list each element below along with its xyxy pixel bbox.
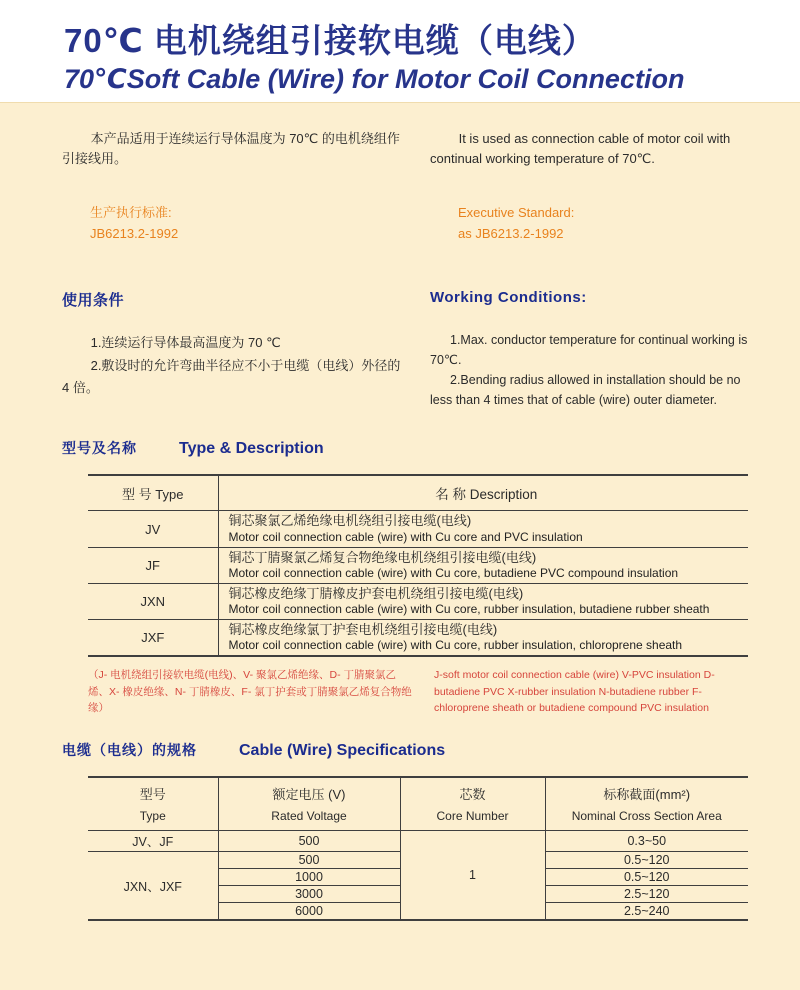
- type-description-table: [88, 474, 748, 658]
- footnote-section: [62, 667, 754, 716]
- description-zh: 铜芯橡皮绝缘丁腈橡皮护套电机绕组引接电缆(电线): [228, 585, 524, 601]
- spec-heading-en: Cable (Wire) Specifications: [239, 742, 446, 760]
- spec-heading-zh: 电缆（电线）的规格: [62, 742, 197, 759]
- description-zh: 铜芯聚氯乙烯绝缘电机绕组引接电缆(电线): [228, 513, 472, 529]
- description-cell: [218, 511, 748, 547]
- standard-block-zh: [62, 203, 402, 245]
- table-row: [88, 547, 748, 583]
- description-en: Motor coil connection cable (wire) with Cu core and PVC insulation: [228, 529, 583, 544]
- spec-header-cross-section: [545, 777, 748, 831]
- description-column-header: 名 称 Description: [218, 475, 748, 511]
- standard-block-en: [430, 203, 754, 245]
- content-area: [0, 102, 800, 990]
- condition-item: 1.Max. conductor temperature for continual working is 70℃.: [430, 332, 748, 367]
- cable-specifications-table: [88, 776, 748, 921]
- spec-header-voltage: [218, 777, 400, 831]
- standard-label-zh: 生产执行标准:: [90, 205, 172, 221]
- header-zh: 芯数: [459, 787, 486, 803]
- header-zh: 标称截面(mm²): [603, 787, 691, 803]
- description-en: Motor coil connection cable (wire) with Cu core, butadiene PVC compound insulation: [228, 565, 679, 580]
- working-conditions-items-en: [430, 330, 754, 410]
- description-zh: 铜芯橡皮绝缘氯丁护套电机绕组引接电缆(电线): [228, 622, 498, 638]
- header-en: Nominal Cross Section Area: [571, 809, 722, 824]
- description-cell: [218, 620, 748, 657]
- type-group-cell: JXN、JXF: [88, 852, 218, 921]
- type-cell: JXF: [88, 620, 218, 657]
- spec-header-type: [88, 777, 218, 831]
- cross-section-cell: 2.5~120: [545, 886, 748, 903]
- cross-section-cell: 0.5~120: [545, 869, 748, 886]
- condition-item: 2.敷设时的允许弯曲半径应不小于电缆（电线）外径的4 倍。: [62, 357, 401, 396]
- standard-value-zh: JB6213.2-1992: [90, 226, 179, 242]
- header-en: Core Number: [436, 809, 509, 824]
- condition-item: 1.连续运行导体最高温度为 70 ℃: [90, 334, 281, 350]
- working-conditions-heading-zh: 使用条件: [62, 291, 125, 309]
- working-conditions-items-zh: [62, 332, 402, 400]
- cross-section-cell: 0.3~50: [545, 831, 748, 852]
- working-conditions-zh: [62, 289, 402, 410]
- table-row: [88, 511, 748, 547]
- header-en: Type: [139, 809, 166, 824]
- working-conditions-en: [430, 289, 754, 410]
- table-row: [88, 620, 748, 657]
- table-header-row: [88, 475, 748, 511]
- condition-item: 2.Bending radius allowed in installation should be no less than 4 times that of cable (wire) outer diameter.: [430, 372, 741, 407]
- header-zh: 型号: [139, 787, 166, 803]
- spec-header-core-number: [400, 777, 545, 831]
- table-header-row: [88, 777, 748, 831]
- type-column-header: 型 号 Type: [88, 475, 218, 511]
- voltage-cell: 500: [218, 831, 400, 852]
- title-block: [0, 0, 800, 102]
- voltage-cell: 3000: [218, 886, 400, 903]
- footnote-en: J-soft motor coil connection cable (wire) V-PVC insulation D-butadiene PVC X-rubber insulation N-butadiene rubber F-chloroprene sheath or butadiene compound PVC insulation: [434, 669, 715, 714]
- cross-section-cell: 2.5~240: [545, 903, 748, 921]
- type-heading-zh: 型号及名称: [62, 439, 137, 456]
- standard-value-en: as JB6213.2-1992: [458, 226, 564, 242]
- type-cell: JXN: [88, 583, 218, 619]
- cross-section-cell: 0.5~120: [545, 852, 748, 869]
- type-cell: JF: [88, 547, 218, 583]
- page-title-en: 70℃Soft Cable (Wire) for Motor Coil Connection: [64, 64, 685, 95]
- description-cell: [218, 583, 748, 619]
- core-number-cell: 1: [400, 831, 545, 921]
- page-title-zh: 70℃ 电机绕组引接软电缆（电线）: [64, 22, 596, 59]
- intro-section: [62, 103, 754, 169]
- intro-paragraph-en: [430, 129, 754, 169]
- table-row: [88, 831, 748, 852]
- type-section-heading: [62, 438, 754, 458]
- description-zh: 铜芯丁腈聚氯乙烯复合物绝缘电机绕组引接电缆(电线): [228, 549, 537, 565]
- standard-section: [62, 203, 754, 245]
- type-cell: JV: [145, 521, 161, 537]
- voltage-cell: 500: [218, 852, 400, 869]
- table-row: [88, 583, 748, 619]
- standard-label-en: Executive Standard:: [458, 205, 575, 221]
- voltage-cell: 6000: [218, 903, 400, 921]
- intro-paragraph-zh: [62, 129, 402, 169]
- intro-text-en: It is used as connection cable of motor coil with continual working temperature of 70℃.: [430, 131, 731, 167]
- footnote-zh: （J- 电机绕组引接软电缆(电线)、V- 聚氯乙烯绝缘、D- 丁腈聚氯乙烯、X- 橡皮绝缘、N- 丁腈橡皮、F- 氯丁护套或丁腈聚氯乙烯复合物绝缘）: [88, 669, 412, 714]
- type-group-cell: JV、JF: [132, 835, 174, 850]
- type-heading-en: Type & Description: [179, 439, 324, 457]
- working-conditions-section: [62, 289, 754, 410]
- description-en: Motor coil connection cable (wire) with Cu core, rubber insulation, butadiene rubber sheath: [228, 602, 710, 617]
- header-zh: 额定电压 (V): [272, 787, 346, 803]
- intro-text-zh: 本产品适用于连续运行导体温度为 70℃ 的电机绕组作引接线用。: [62, 131, 400, 167]
- description-en: Motor coil connection cable (wire) with Cu core, rubber insulation, chloroprene sheath: [228, 638, 683, 653]
- header-en: Rated Voltage: [271, 809, 347, 824]
- description-cell: [218, 547, 748, 583]
- spec-section-heading: [62, 740, 754, 760]
- voltage-cell: 1000: [218, 869, 400, 886]
- working-conditions-heading-en: Working Conditions:: [430, 288, 587, 306]
